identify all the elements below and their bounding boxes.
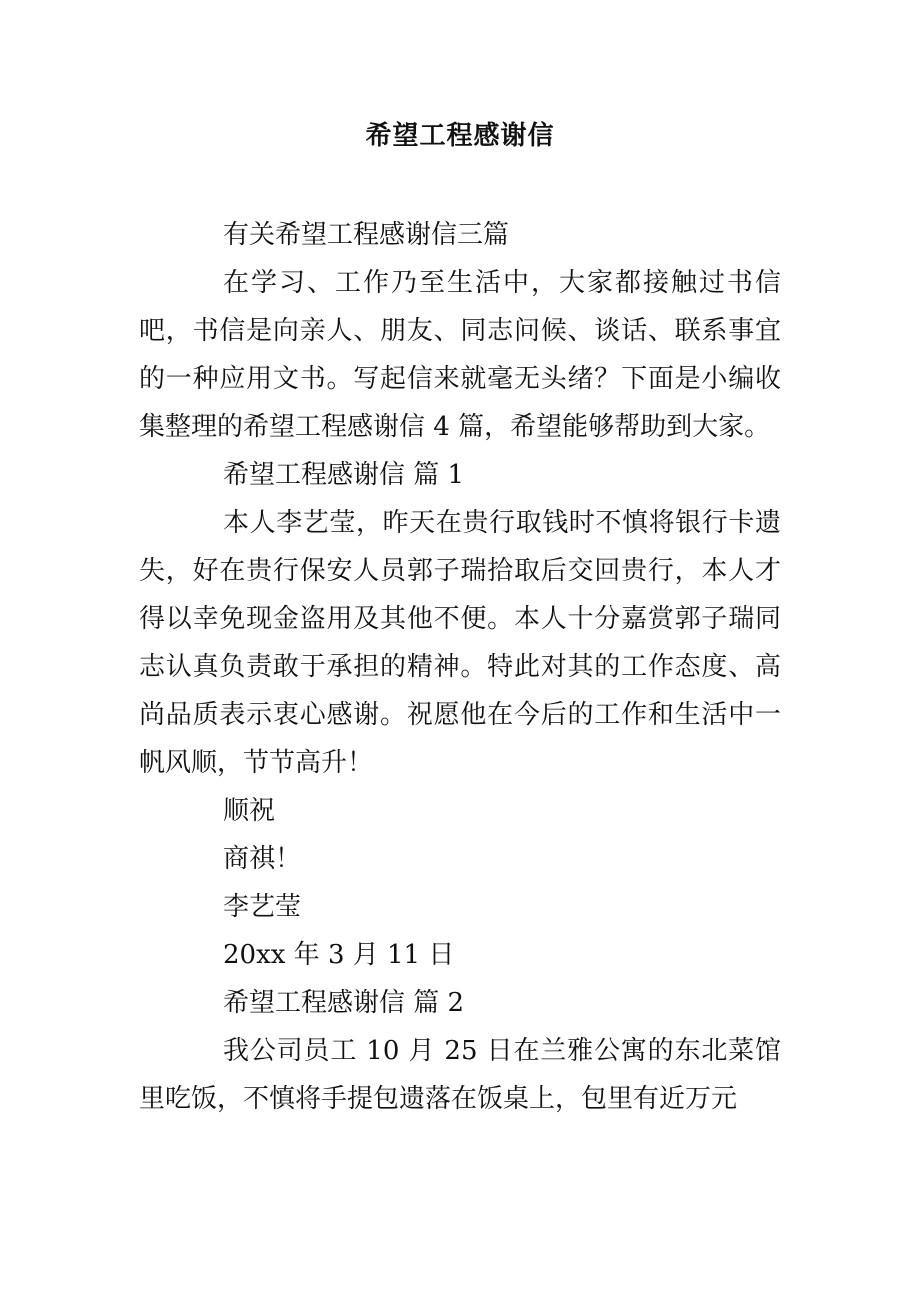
closing-greeting: 商祺！ <box>223 844 302 874</box>
letter-2-paragraph: 我公司员工 10 月 25 日在兰雅公寓的东北菜馆里吃饭，不慎将手提包遗落在饭桌上，包里有近万元 <box>139 1036 781 1114</box>
closing-line: 顺祝 <box>223 796 276 826</box>
document-body <box>139 211 781 1123</box>
section-heading-1: 希望工程感谢信 篇 1 <box>223 460 465 490</box>
subtitle-paragraph: 有关希望工程感谢信三篇 <box>223 220 510 250</box>
signature-name: 李艺莹 <box>223 892 302 922</box>
letter-1-paragraph: 本人李艺莹，昨天在贵行取钱时不慎将银行卡遗失，好在贵行保安人员郭子瑞拾取后交回贵行，本人才得以幸免现金盗用及其他不便。本人十分嘉赏郭子瑞同志认真负责敢于承担的精神。特此对其的工作态度、高尚品质表示衷心感谢。祝愿他在今后的工作和生活中一帆风顺，节节高升！ <box>139 508 781 778</box>
document-title: 希望工程感谢信 <box>365 121 555 151</box>
section-heading-2: 希望工程感谢信 篇 2 <box>223 988 465 1018</box>
intro-paragraph: 在学习、工作乃至生活中，大家都接触过书信吧，书信是向亲人、朋友、同志问候、谈话、联系事宜的一种应用文书。写起信来就毫无头绪？下面是小编收集整理的希望工程感谢信 4 篇，希望能够帮助到大家。 <box>139 268 781 442</box>
signature-date: 20xx 年 3 月 11 日 <box>223 940 455 970</box>
